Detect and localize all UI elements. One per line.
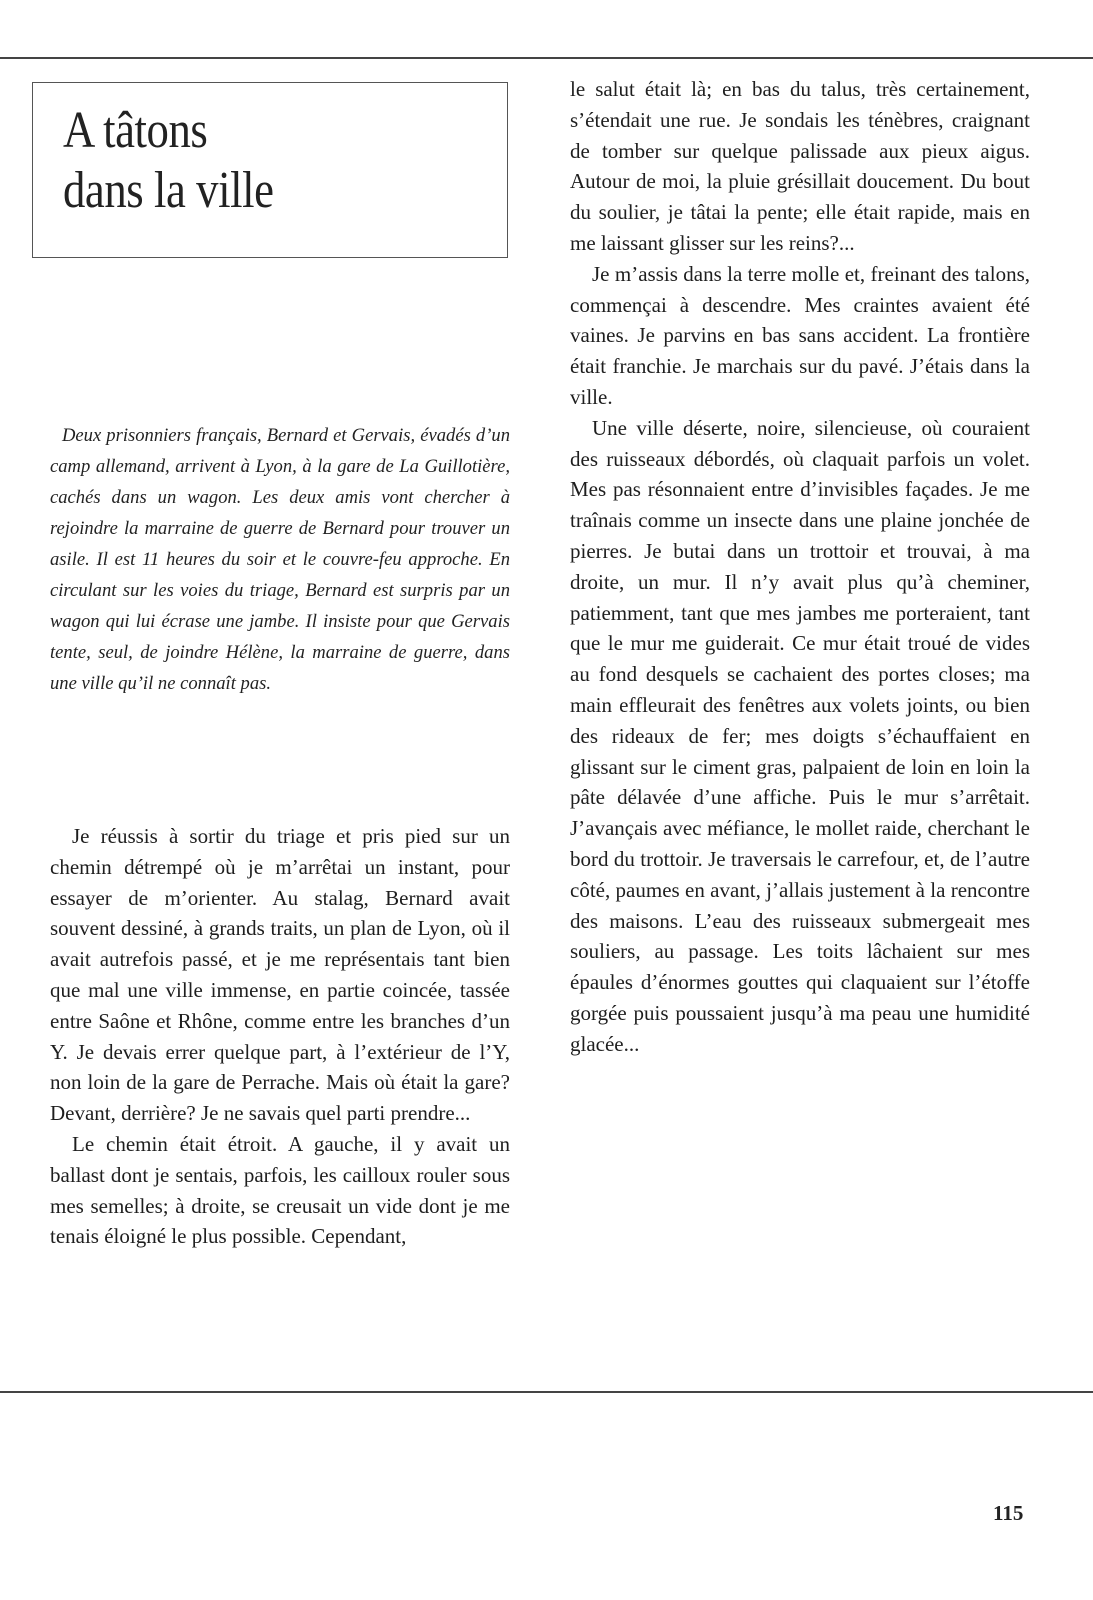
body-paragraph-4: Une ville déserte, noire, silencieuse, où couraient des ruisseaux débordés, où claquait parfois un volet. Mes pas résonnaient entre d’invisibles façades. Je me traînais comme un insecte dans une plaine jonchée de pierres. Je butai dans un trottoir et trouvai, à ma droite, un mur. Il n’y avait plus qu’à cheminer, patiemment, tant que mes jambes me porteraient, tant que le mur me guiderait. Ce mur était troué de vides au fond desquels se cachaient des portes closes; ma main effleurait des fenêtres aux volets joints, ou bien des rideaux de fer; mes doigts s’échauffaient en glissant sur le ciment gras, palpaient de loin en loin la pâte délavée d’une affiche. Puis le mur s’arrêtait. J’avançais avec méfiance, le mollet raide, cherchant le bord du trottoir. Je traversais le carrefour, et, de l’autre côté, paumes en avant, j’allais justement à la rencontre des maisons. L’eau des ruisseaux submergeait mes souliers, au passage. Les toits lâchaient sur mes épaules d’énormes gouttes qui claquaient sur l’étoffe gorgée puis poussaient jusqu’à ma peau une humidité glacée... — [570, 415, 1030, 1056]
page-number: 115 — [993, 1501, 1024, 1525]
title-box — [32, 82, 508, 258]
title-line-2: dans la ville — [63, 162, 274, 219]
article-title — [63, 101, 273, 221]
text-column-left — [50, 821, 510, 1252]
body-paragraph-2-continued: le salut était là; en bas du talus, très certainement, s’étendait une rue. Je sondais les ténèbres, craignant de tomber sur quelque palissade aux pieux aigus. Autour de moi, la pluie grésillait doucement. Du bout du soulier, je tâtai la pente; elle était rapide, mais en me laissant glisser sur les reins?... — [570, 77, 1030, 255]
body-paragraph-3: Je m’assis dans la terre molle et, freinant des talons, commençai à descendre. Mes craintes avaient été vaines. Je parvins en bas sans accident. La frontière était franchie. Je marchais sur du pavé. J’étais dans la ville. — [570, 261, 1030, 409]
title-line-1: A tâtons — [63, 102, 208, 159]
body-paragraph-1: Je réussis à sortir du triage et pris pied sur un chemin détrempé où je m’arrêtai un instant, pour essayer de m’orienter. Au stalag, Bernard avait souvent dessiné, à grands traits, un plan de Lyon, où il avait autrefois passé, et je me représentais tant bien que mal une ville immense, en partie coincée, tassée entre Saône et Rhône, comme entre les branches d’un Y. Je devais errer quelque part, à l’extérieur de l’Y, non loin de la gare de Perrache. Mais où était la gare? Devant, derrière? Je ne savais quel parti prendre... — [50, 824, 510, 1126]
intro-summary: Deux prisonniers français, Bernard et Gervais, évadés d’un camp allemand, arrivent à Lyon, à la gare de La Guillotière, cachés dans un wagon. Les deux amis vont chercher à rejoindre la marraine de guerre de Bernard pour trouver un asile. Il est 11 heures du soir et le couvre-feu approche. En circulant sur les voies du triage, Bernard est surpris par un wagon qui lui écrase une jambe. Il insiste pour que Gervais tente, seul, de joindre Hélène, la marraine de guerre, dans une ville qu’il ne connaît pas. — [50, 425, 510, 694]
text-column-right — [570, 74, 1030, 1060]
top-rule — [0, 57, 1093, 59]
body-paragraph-2: Le chemin était étroit. A gauche, il y avait un ballast dont je sentais, parfois, les cailloux rouler sous mes semelles; à droite, se creusait un vide dont je me tenais éloigné le plus possible. Cependant, — [50, 1131, 510, 1249]
bottom-rule — [0, 1391, 1093, 1393]
